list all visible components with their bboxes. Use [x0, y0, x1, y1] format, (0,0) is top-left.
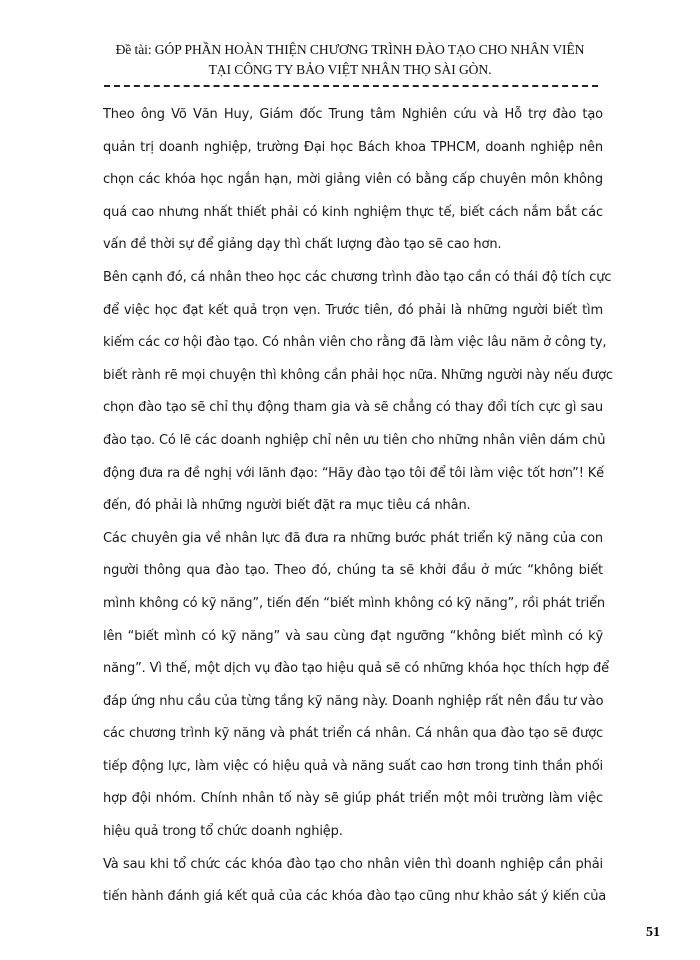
- page-number: 51: [646, 925, 660, 940]
- header-title-line-2: TẠI CÔNG TY BẢO VIỆT NHÂN THỌ SÀI GÒN.: [208, 62, 492, 77]
- body-text: [103, 99, 613, 914]
- text-line: quản trị doanh nghiệp, trường Đại học Bách khoa TPHCM, doanh nghiệp nên: [103, 139, 603, 155]
- text-line: đào tạo. Có lẽ các doanh nghiệp chỉ nên ưu tiên cho những nhân viên dám chủ: [103, 432, 606, 448]
- text-line: quá cao nhưng nhất thiết phải có kinh nghiệm thực tế, biết cách nắm bắt các: [103, 204, 603, 220]
- paragraph-4: [103, 849, 607, 914]
- paragraph-3: [103, 523, 610, 849]
- text-line: Các chuyên gia về nhân lực đã đưa ra những bước phát triển kỹ năng của con: [103, 530, 603, 546]
- text-line: mình không có kỹ năng”, tiến đến “biết mình không có kỹ năng”, rồi phát triển: [103, 595, 606, 611]
- text-line: các chương trình kỹ năng và phát triển cá nhân. Cá nhân qua đào tạo sẽ được: [103, 726, 603, 742]
- text-line: vấn đề thời sự để giảng dạy thì chất lượng đào tạo sẽ cao hơn.: [103, 237, 502, 253]
- text-line: kiếm các cơ hội đào tạo. Có nhân viên cho rằng đã làm việc lâu năm ở công ty,: [103, 335, 607, 351]
- paragraph-2: [103, 262, 613, 523]
- header-title-line-1: Đề tài: GÓP PHẦN HOÀN THIỆN CHƯƠNG TRÌNH ĐÀO TẠO CHO NHÂN VIÊN: [115, 42, 585, 57]
- text-line: tiếp động lực, làm việc có hiệu quả và năng suất cao hơn trong tinh thần phối: [103, 758, 603, 774]
- text-line: biết rành rẽ mọi chuyện thì không cần phải học nữa. Những người này nếu được: [103, 367, 613, 383]
- text-line: chọn đào tạo sẽ chỉ thụ động tham gia và sẽ chẳng có thay đổi tích cực gì sau: [103, 400, 603, 416]
- text-line: người thông qua đào tạo. Theo đó, chúng ta sẽ khởi đầu ở mức “không biết: [103, 563, 603, 579]
- header-divider: [104, 85, 598, 87]
- text-line: tiến hành đánh giá kết quả của các khóa đào tạo cũng như khảo sát ý kiến của: [103, 889, 607, 905]
- text-line: Bên cạnh đó, cá nhân theo học các chương trình đào tạo cần có thái độ tích cực: [103, 269, 612, 285]
- text-line: chọn các khóa học ngắn hạn, mời giảng viên có bằng cấp chuyên môn không: [103, 172, 603, 188]
- text-line: động đưa ra đề nghị với lãnh đạo: “Hãy đào tạo tôi để tôi làm việc tốt hơn”! Kế: [103, 465, 605, 481]
- text-line: đến, đó phải là những người biết đặt ra mục tiêu cá nhân.: [103, 498, 471, 514]
- page-header: [100, 40, 600, 80]
- paragraph-1: [103, 99, 603, 262]
- text-line: hiệu quả trong tổ chức doanh nghiệp.: [103, 824, 343, 840]
- text-line: Và sau khi tổ chức các khóa đào tạo cho nhân viên thì doanh nghiệp cần phải: [103, 856, 603, 872]
- text-line: Theo ông Võ Văn Huy, Giám đốc Trung tâm Nghiên cứu và Hỗ trợ đào tạo: [103, 107, 603, 122]
- text-line: hợp đội nhóm. Chính nhân tố này sẽ giúp phát triển một môi trường làm việc: [103, 791, 603, 807]
- text-line: năng”. Vì thế, một dịch vụ đào tạo hiệu quả sẽ có những khóa học thích hợp để: [103, 661, 610, 677]
- text-line: để việc học đạt kết quả trọn vẹn. Trước tiên, đó phải là những người biết tìm: [103, 302, 603, 318]
- text-line: đáp ứng nhu cầu của từng tầng kỹ năng này. Doanh nghiệp rất nên đầu tư vào: [103, 693, 604, 709]
- text-line: lên “biết mình có kỹ năng” và sau cùng đạt ngưỡng “không biết mình có kỹ: [103, 628, 603, 644]
